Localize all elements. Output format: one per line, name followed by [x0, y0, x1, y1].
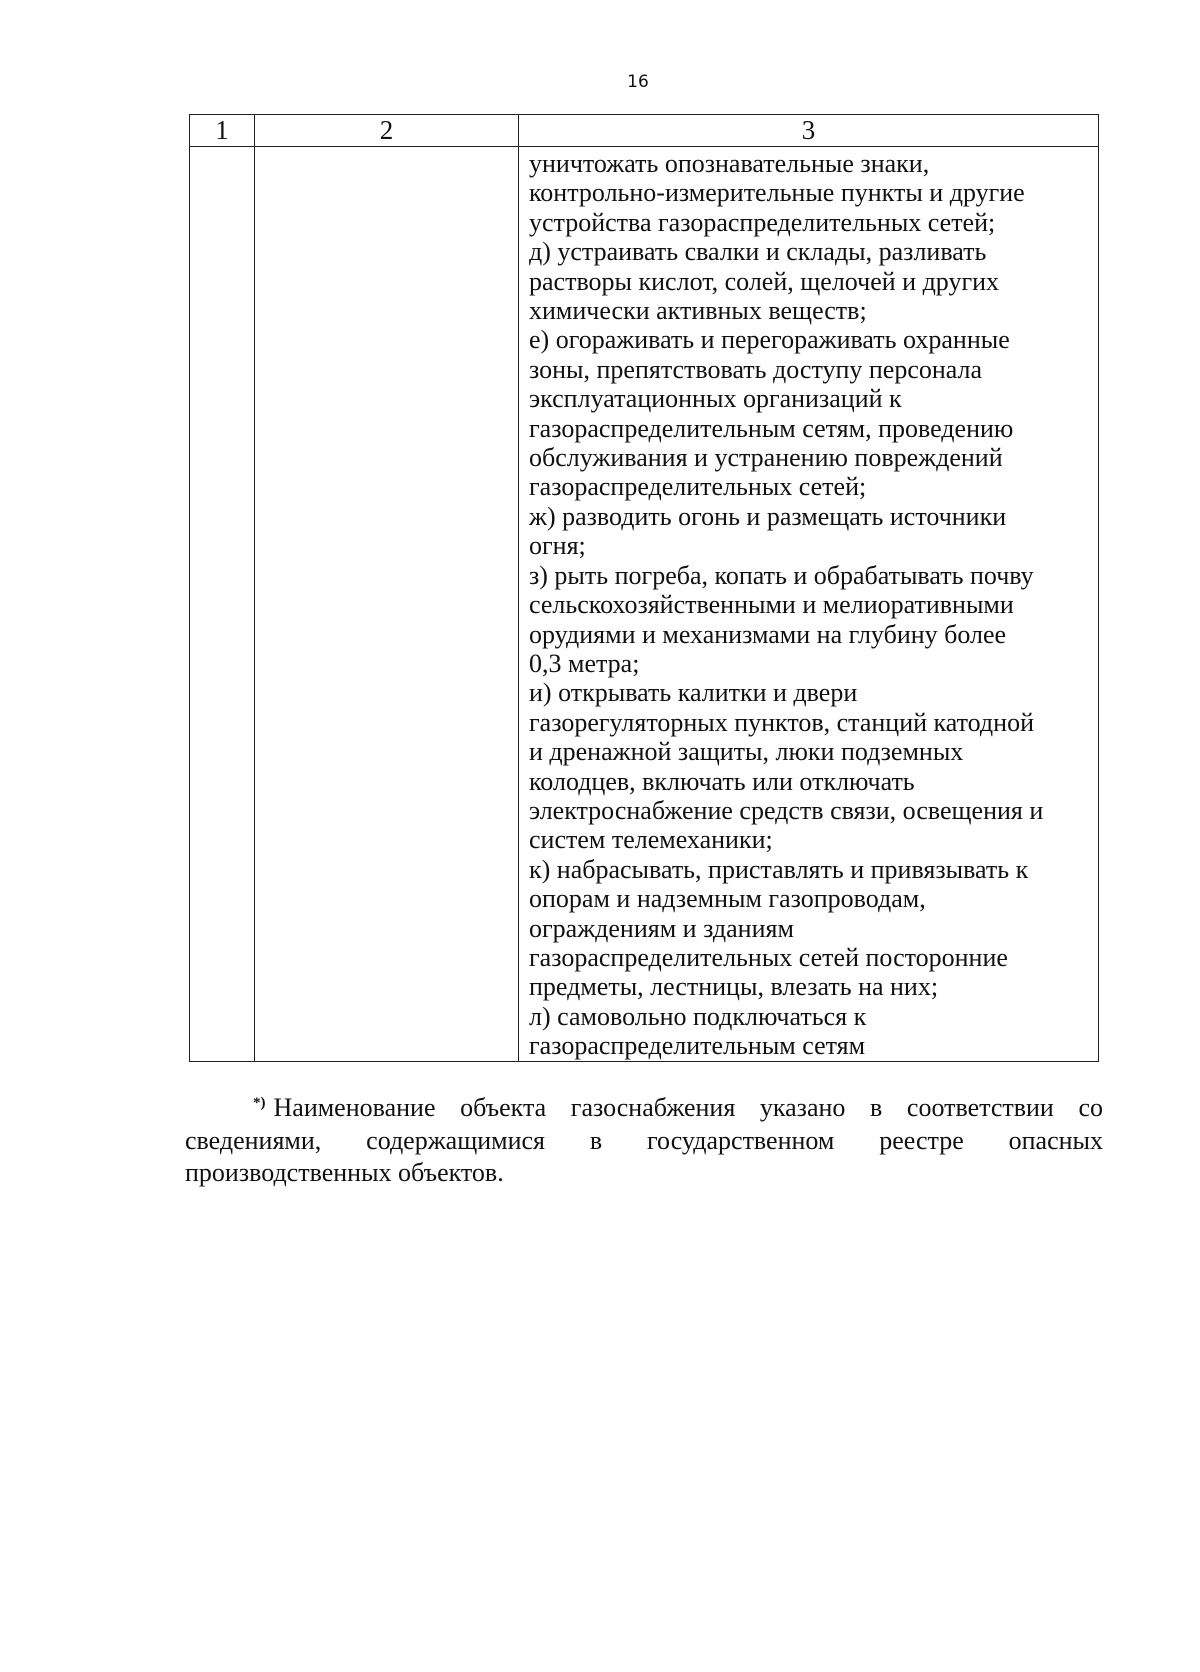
text-line: газорегуляторных пунктов, станций катодной	[529, 707, 1034, 737]
cell-col-2	[255, 147, 519, 1062]
text-line: е) огораживать и перегораживать охранные	[529, 325, 1010, 355]
text-line: опорам и надземным газопроводам,	[529, 884, 926, 914]
text-line: предметы, лестницы, влезать на них;	[529, 972, 939, 1002]
page-number: 16	[627, 72, 649, 92]
text-line: и дренажной защиты, люки подземных	[529, 737, 964, 767]
text-line: огня;	[529, 531, 586, 561]
text-line: ж) разводить огонь и размещать источники	[529, 501, 1007, 531]
text-line: систем телемеханики;	[529, 825, 773, 855]
text-line: сельскохозяйственными и мелиоративными	[529, 590, 1014, 620]
cell-col-3	[519, 147, 1099, 1062]
text-line: растворы кислот, солей, щелочей и других	[529, 266, 1000, 296]
header-col-3: 3	[519, 115, 1099, 147]
header-col-1: 1	[190, 115, 255, 147]
text-line: эксплуатационных организаций к	[529, 384, 902, 414]
text-line: 0,3 метра;	[529, 648, 640, 678]
text-line: д) устраивать свалки и склады, разливать	[529, 237, 987, 267]
footnote	[185, 1087, 1103, 1190]
text-line: газораспределительным сетям, проведению	[529, 413, 1014, 443]
header-col-2: 2	[255, 115, 519, 147]
text-line: колодцев, включать или отключать	[529, 766, 915, 796]
text-line: газораспределительных сетей посторонние	[529, 942, 1008, 972]
text-line: л) самовольно подключаться к	[529, 1001, 867, 1031]
text-line: газораспределительных сетей;	[529, 472, 867, 502]
text-line: обслуживания и устранению повреждений	[529, 443, 1003, 473]
text-line: з) рыть погреба, копать и обрабатывать почву	[529, 560, 1034, 590]
document-table	[189, 114, 1099, 1062]
text-line: газораспределительным сетям	[529, 1031, 866, 1061]
text-line: и) открывать калитки и двери	[529, 678, 858, 708]
text-line: ограждениям и зданиям	[529, 913, 794, 943]
footnote-text: Наименование объекта газоснабжения указано в соответствии со сведениями, содержащимися в государственном реестре опасных производственных объектов.	[185, 1093, 1103, 1187]
text-line: орудиями и механизмами на глубину более	[529, 619, 1007, 649]
table-row	[190, 147, 1099, 1062]
table-header-row	[190, 115, 1099, 147]
footnote-marker: *)	[253, 1095, 266, 1111]
text-line: уничтожать опознавательные знаки,	[529, 149, 930, 178]
cell-col-1	[190, 147, 255, 1062]
text-line: устройства газораспределительных сетей;	[529, 207, 996, 237]
text-line: электроснабжение средств связи, освещения и	[529, 795, 1044, 825]
text-line: контрольно-измерительные пункты и другие	[529, 178, 1025, 208]
text-line: химически активных веществ;	[529, 296, 867, 326]
footnote-paragraph	[185, 1087, 1103, 1190]
text-line: к) набрасывать, приставлять и привязывать к	[529, 854, 1029, 884]
text-line: зоны, препятствовать доступу персонала	[529, 354, 983, 384]
